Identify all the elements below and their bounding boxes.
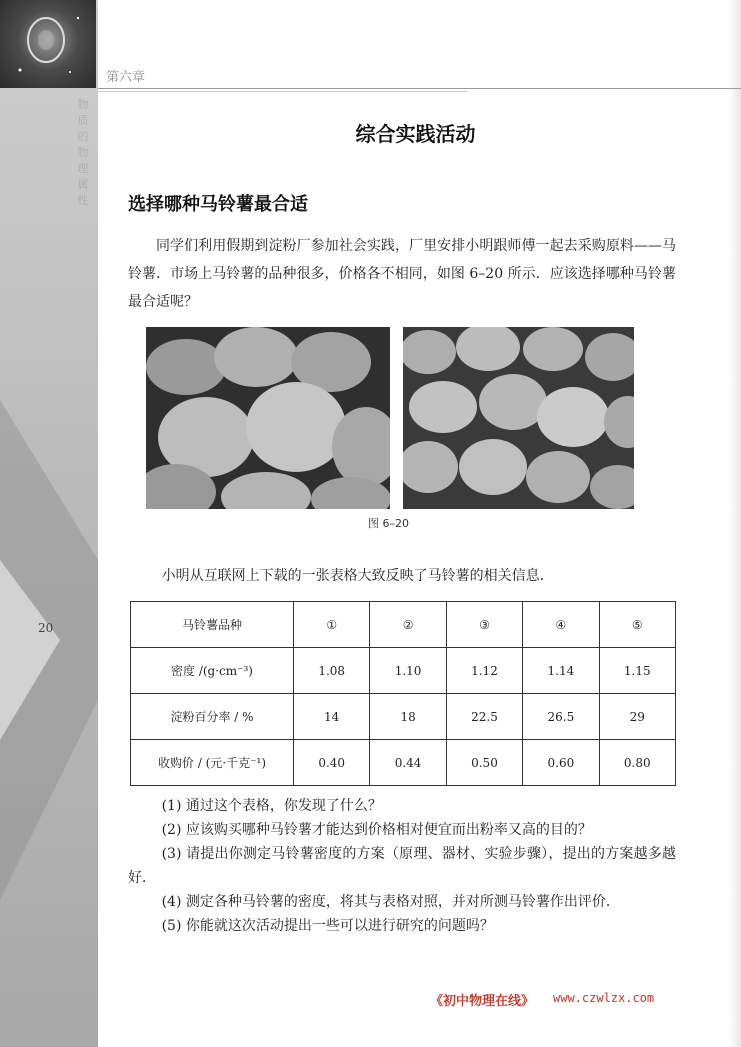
table-cell: 1.08: [294, 648, 370, 694]
table-cell: 1.14: [523, 648, 599, 694]
footer-brand: 《初中物理在线》: [430, 994, 535, 1009]
header-divider: [98, 88, 741, 89]
question-item: (3) 请提出你测定马铃薯密度的方案（原理、器材、实验步骤），提出的方案越多越好．: [128, 846, 676, 886]
intro-paragraph: 同学们利用假期到淀粉厂参加社会实践，厂里安排小明跟师傅一起去采购原料——马铃薯．市场上马铃薯的品种很多，价格各不相同，如图 6–20 所示．应该选择哪种马铃薯最合适呢？: [128, 238, 676, 310]
table-cell: 29: [599, 694, 675, 740]
row-label: 密度 /(g·cm⁻³): [131, 648, 294, 694]
figure-caption: 图 6–20: [368, 517, 409, 530]
column-header: ③: [446, 602, 522, 648]
table-cell: 0.60: [523, 740, 599, 786]
column-header: ⑤: [599, 602, 675, 648]
column-header: ②: [370, 602, 446, 648]
right-page-edge: [729, 0, 741, 1047]
question-item: (5) 你能就这次活动提出一些可以进行研究的问题吗？: [161, 918, 494, 934]
table-cell: 0.50: [446, 740, 522, 786]
potato-photo-right: [403, 327, 634, 509]
table-cell: 26.5: [523, 694, 599, 740]
table-row: [131, 694, 676, 740]
table-cell: 0.44: [370, 740, 446, 786]
table-cell: 0.40: [294, 740, 370, 786]
row-label: 淀粉百分率 / %: [131, 694, 294, 740]
question-item: (1) 通过这个表格，你发现了什么？: [161, 798, 382, 814]
header-divider-secondary: [98, 91, 468, 92]
column-header: ④: [523, 602, 599, 648]
table-cell: 1.10: [370, 648, 446, 694]
column-header: 马铃薯品种: [131, 602, 294, 648]
table-cell: 1.12: [446, 648, 522, 694]
table-intro-paragraph: 小明从互联网上下载的一张表格大致反映了马铃薯的相关信息．: [161, 568, 554, 584]
page-number: 20: [38, 621, 54, 635]
row-label: 收购价 / (元·千克⁻¹): [131, 740, 294, 786]
table-cell: 22.5: [446, 694, 522, 740]
chapter-vertical-title: 物质的物理属性: [77, 98, 89, 207]
table-cell: 18: [370, 694, 446, 740]
footer-url[interactable]: www.czwlzx.com: [553, 991, 655, 1005]
question-list: [128, 794, 676, 938]
column-header: ①: [294, 602, 370, 648]
section-title: 综合实践活动: [355, 122, 476, 146]
table-row: [131, 740, 676, 786]
table-cell: 14: [294, 694, 370, 740]
nebula-image: [0, 0, 96, 88]
potato-data-table: [130, 601, 676, 786]
subsection-title: 选择哪种马铃薯最合适: [128, 194, 308, 215]
question-item: (2) 应该购买哪种马铃薯才能达到价格相对便宜而出粉率又高的目的？: [161, 822, 592, 838]
table-row: [131, 648, 676, 694]
chapter-label: 第六章: [106, 70, 146, 85]
question-item: (4) 测定各种马铃薯的密度，将其与表格对照，并对所测马铃薯作出评价．: [161, 894, 620, 910]
potato-photo-left: [146, 327, 390, 509]
table-header-row: [131, 602, 676, 648]
table-cell: 0.80: [599, 740, 675, 786]
table-cell: 1.15: [599, 648, 675, 694]
